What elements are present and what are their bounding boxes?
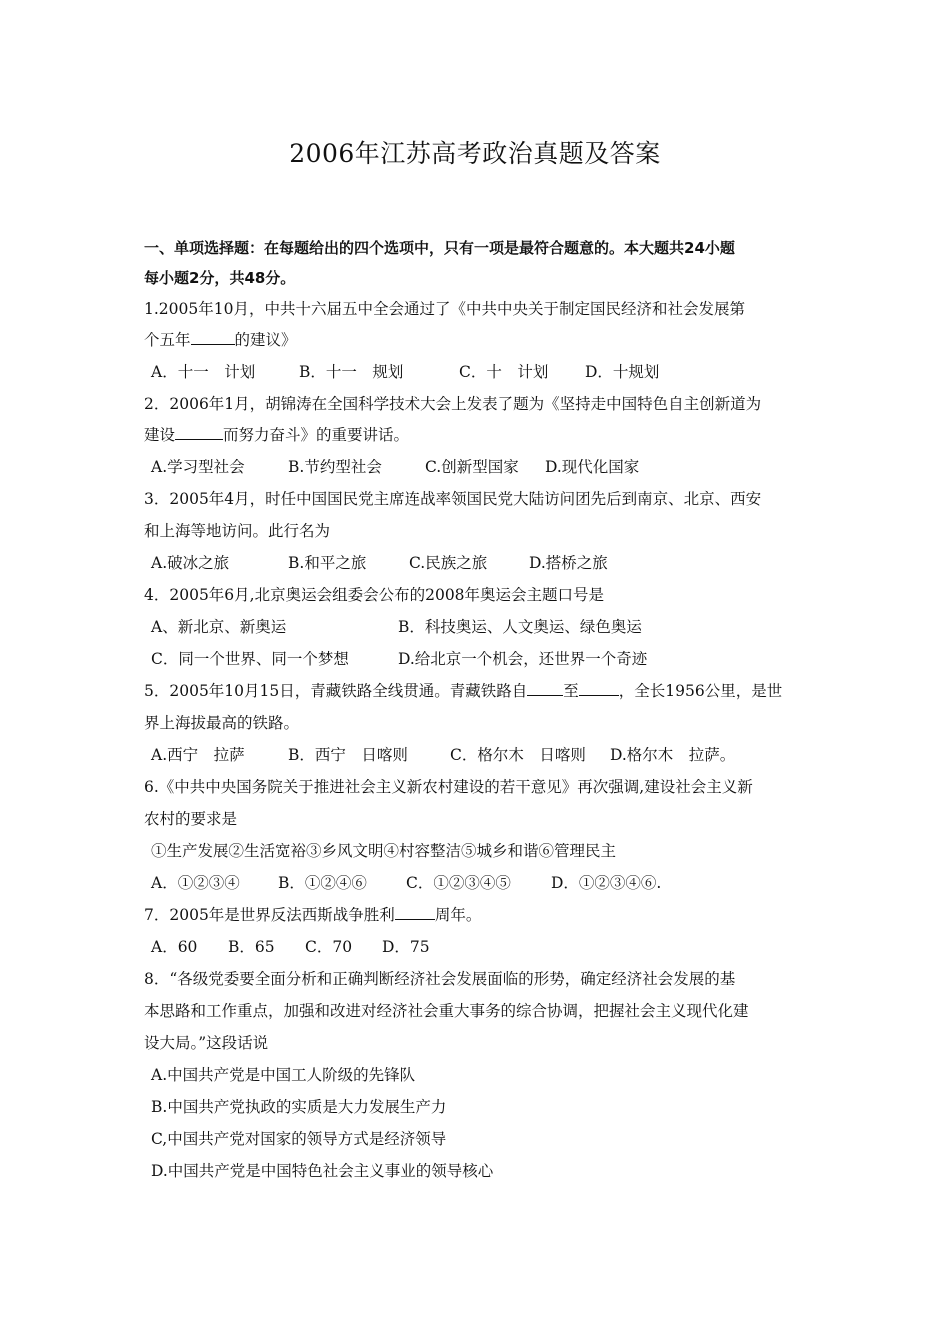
q8-option-b: B.中国共产党执政的实质是大力发展生产力: [151, 1098, 447, 1116]
q1-option-b: B．十一 规划: [299, 363, 404, 381]
q1-stem-text-a: 个五年: [144, 331, 191, 349]
q3-option-d: D.搭桥之旅: [529, 554, 608, 572]
q7-option-c: C．70: [305, 938, 353, 956]
q8-stem-line2: 本思路和工作重点，加强和改进对经济社会重大事务的综合协调，把握社会主义现代化建: [144, 1002, 749, 1020]
q2-option-b: B.节约型社会: [288, 458, 382, 476]
q4-option-c: C．同一个世界、同一个梦想: [151, 650, 349, 668]
section-heading-line1: 一、单项选择题：在每题给出的四个选项中，只有一项是最符合题意的。本大题共24小题: [144, 239, 735, 257]
q6-option-b: B．①②④⑥: [278, 874, 367, 892]
q3-option-c: C.民族之旅: [409, 554, 488, 572]
q7-stem-text-a: 7．2005年是世界反法西斯战争胜利: [144, 906, 395, 924]
q7-option-a: A．60: [151, 938, 198, 956]
q4-stem-line1: 4．2005年6月,北京奥运会组委会公布的2008年奥运会主题口号是: [144, 586, 605, 604]
q1-options: [151, 362, 659, 382]
q5-blank-1: [527, 681, 563, 696]
q5-option-b: B．西宁 日喀则: [288, 746, 408, 764]
q7-options: [151, 937, 430, 957]
q6-option-d: D．①②③④⑥.: [551, 874, 662, 892]
q8-option-d: D.中国共产党是中国特色社会主义事业的领导核心: [151, 1162, 494, 1180]
q5-options: [151, 745, 735, 765]
q7-option-d: D．75: [382, 938, 430, 956]
q5-blank-2: [579, 681, 619, 696]
q6-stem-line2: 农村的要求是: [144, 810, 238, 828]
q2-option-a: A.学习型社会: [151, 458, 245, 476]
q8-stem-line1: 8．“各级党委要全面分析和正确判断经济社会发展面临的形势，确定经济社会发展的基: [144, 970, 736, 988]
q6-stem-line1: 6.《中共中央国务院关于推进社会主义新农村建设的若干意见》再次强调,建设社会主义新: [144, 778, 753, 796]
q3-stem-line2: 和上海等地访问。此行名为: [144, 522, 331, 540]
q2-stem-text-b: 而努力奋斗》的重要讲话。: [223, 426, 410, 444]
q7-stem-line1: [144, 905, 481, 925]
q1-option-c: C．十 计划: [459, 363, 549, 381]
q5-option-c: C．格尔木 日喀则: [450, 746, 586, 764]
q3-option-b: B.和平之旅: [288, 554, 367, 572]
q8-option-a: A.中国共产党是中国工人阶级的先锋队: [151, 1066, 416, 1084]
q2-stem-line1: 2．2006年1月，胡锦涛在全国科学技术大会上发表了题为《坚持走中国特色自主创新道为: [144, 395, 762, 413]
q4-option-d: D.给北京一个机会，还世界一个奇迹: [398, 650, 648, 668]
q1-blank: [191, 330, 235, 345]
q2-stem-line2: [144, 425, 409, 445]
q5-stem-line2: 界上海拔最高的铁路。: [144, 714, 300, 732]
section-heading-line2: 每小题2分，共48分。: [144, 269, 296, 287]
q1-stem-line2: [144, 330, 297, 350]
q2-blank: [175, 425, 223, 440]
q8-option-c: C,中国共产党对国家的领导方式是经济领导: [151, 1130, 447, 1148]
q2-stem-text-a: 建设: [144, 426, 176, 444]
q6-options: [151, 873, 661, 893]
q7-stem-text-b: 周年。: [434, 906, 482, 924]
q2-option-c: C.创新型国家: [425, 458, 519, 476]
q5-option-a: A.西宁 拉萨: [151, 746, 245, 764]
q4-options-row2: [151, 649, 647, 669]
q4-options-row1: [151, 617, 642, 637]
q5-stem-text-b: 至: [563, 682, 579, 700]
q4-option-b: B．科技奥运、人文奥运、绿色奥运: [398, 618, 642, 636]
q2-options: [151, 457, 639, 477]
q3-options: [151, 553, 608, 573]
q8-stem-line3: 设大局。”这段话说: [144, 1034, 269, 1052]
q1-stem-line1: 1.2005年10月，中共十六届五中全会通过了《中共中央关于制定国民经济和社会发展第: [144, 300, 745, 318]
q1-option-d: D．十规划: [585, 363, 660, 381]
q5-stem-line1: [144, 681, 782, 701]
q5-stem-text-a: 5．2005年10月15日，青藏铁路全线贯通。青藏铁路自: [144, 682, 528, 700]
q6-option-c: C．①②③④⑤: [406, 874, 511, 892]
q4-option-a: A、新北京、新奥运: [151, 618, 287, 636]
q6-option-a: A．①②③④: [151, 874, 240, 892]
q2-option-d: D.现代化国家: [545, 458, 640, 476]
q7-blank: [395, 905, 435, 920]
q1-option-a: A．十一 计划: [151, 363, 256, 381]
q6-stem-line3: ①生产发展②生活宽裕③乡风文明④村容整洁⑤城乡和谐⑥管理民主: [151, 842, 617, 860]
q5-option-d: D.格尔木 拉萨。: [610, 746, 736, 764]
q3-stem-line1: 3．2005年4月，时任中国国民党主席连战率领国民党大陆访问团先后到南京、北京、西安: [144, 490, 762, 508]
q5-stem-text-c: ，全长1956公里，是世: [618, 682, 783, 700]
q1-stem-text-b: 的建议》: [234, 331, 297, 349]
q7-option-b: B．65: [228, 938, 275, 956]
q3-option-a: A.破冰之旅: [151, 554, 230, 572]
page-title: 2006年江苏高考政治真题及答案: [289, 139, 661, 168]
